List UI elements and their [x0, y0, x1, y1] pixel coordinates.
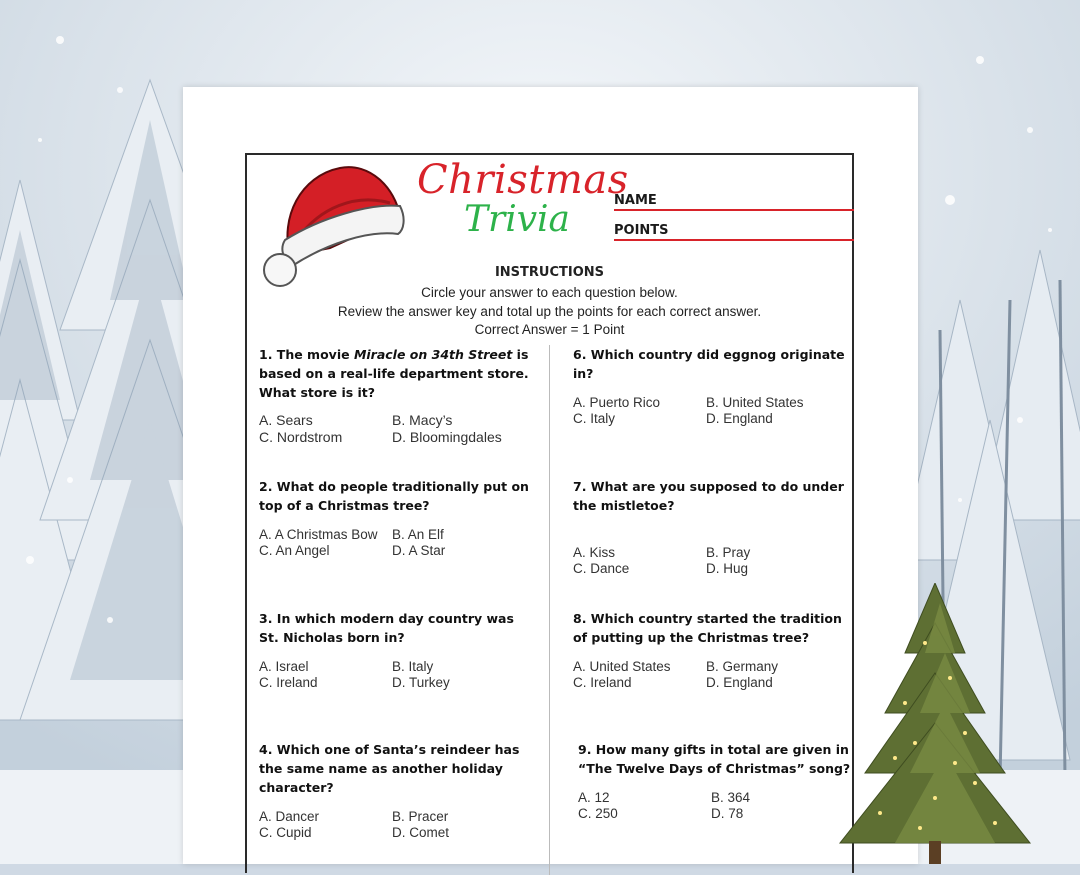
answer-option[interactable]: C. Ireland [573, 675, 632, 690]
worksheet-paper [183, 87, 918, 864]
worksheet-frame [245, 153, 854, 873]
answer-option[interactable]: A. Puerto Rico [573, 395, 661, 410]
answer-option[interactable]: D. Bloomingdales [392, 429, 502, 445]
answer-option[interactable]: A. Dancer [259, 809, 320, 824]
question-text: 4. Which one of Santa’s reindeer has the same name as another holiday character? [259, 742, 520, 795]
answer-option[interactable]: D. England [706, 411, 773, 426]
question-7 [573, 477, 848, 577]
answer-option[interactable]: A. Kiss [573, 545, 616, 560]
title-trivia: Trivia [463, 199, 571, 240]
answer-option[interactable]: D. Turkey [392, 675, 450, 690]
answer-option[interactable]: A. 12 [578, 790, 610, 805]
question-text: 8. Which country started the tradition of putting up the Christmas tree? [573, 611, 842, 645]
answer-option[interactable]: D. Comet [392, 825, 450, 840]
column-divider [549, 345, 550, 875]
question-6 [573, 345, 848, 427]
question-text: 1. The movie Miracle on 34th Street is based on a real-life department store. What store is it? [259, 347, 529, 400]
answer-option[interactable]: D. A Star [392, 543, 446, 558]
question-text: 3. In which modern day country was St. Nicholas born in? [259, 611, 514, 645]
instructions-line-1: Circle your answer to each question below. [421, 285, 678, 300]
question-text: 2. What do people traditionally put on top of a Christmas tree? [259, 479, 529, 513]
answer-option[interactable]: B. 364 [711, 790, 751, 805]
question-3 [259, 609, 534, 691]
answer-option[interactable]: B. An Elf [392, 527, 444, 542]
name-field[interactable] [614, 191, 854, 211]
answer-option[interactable]: C. Italy [573, 411, 616, 426]
question-8 [573, 609, 848, 691]
name-label: NAME [614, 193, 657, 208]
question-1 [259, 345, 534, 446]
answer-option[interactable]: C. Cupid [259, 825, 312, 840]
answer-option[interactable]: B. United States [706, 395, 804, 410]
question-text: 7. What are you supposed to do under the mistletoe? [573, 479, 844, 513]
answer-option[interactable]: A. Israel [259, 659, 309, 674]
question-4 [259, 740, 534, 841]
points-field[interactable] [614, 221, 854, 241]
answer-option[interactable]: A. A Christmas Bow [259, 527, 378, 542]
title-christmas: Christmas [417, 157, 629, 203]
answer-option[interactable]: B. Germany [706, 659, 779, 674]
answer-option[interactable]: B. Italy [392, 659, 434, 674]
instructions-heading: INSTRUCTIONS [494, 265, 605, 280]
instructions-line-2: Review the answer key and total up the points for each correct answer. [337, 304, 762, 319]
answer-option[interactable]: C. An Angel [259, 543, 330, 558]
answer-option[interactable]: C. Nordstrom [259, 429, 343, 445]
answer-option[interactable]: B. Pracer [392, 809, 449, 824]
answer-option[interactable]: A. United States [573, 659, 671, 674]
question-2 [259, 477, 534, 559]
question-text: 9. How many gifts in total are given in “The Twelve Days of Christmas” song? [578, 742, 851, 776]
answer-option[interactable]: D. Hug [706, 561, 749, 576]
answer-option[interactable]: A. Sears [259, 412, 313, 428]
points-label: POINTS [614, 223, 669, 238]
answer-option[interactable]: B. Pray [706, 545, 751, 560]
instructions-line-3: Correct Answer = 1 Point [474, 322, 625, 337]
question-text: 6. Which country did eggnog originate in? [573, 347, 845, 381]
answer-option[interactable]: C. Dance [573, 561, 630, 576]
answer-option[interactable]: B. Macy’s [392, 412, 453, 428]
answer-option[interactable]: C. 250 [578, 806, 618, 821]
answer-option[interactable]: D. 78 [711, 806, 744, 821]
answer-option[interactable]: C. Ireland [259, 675, 318, 690]
christmas-tree-icon [825, 583, 1050, 864]
question-9 [578, 740, 853, 822]
answer-option[interactable]: D. England [706, 675, 773, 690]
